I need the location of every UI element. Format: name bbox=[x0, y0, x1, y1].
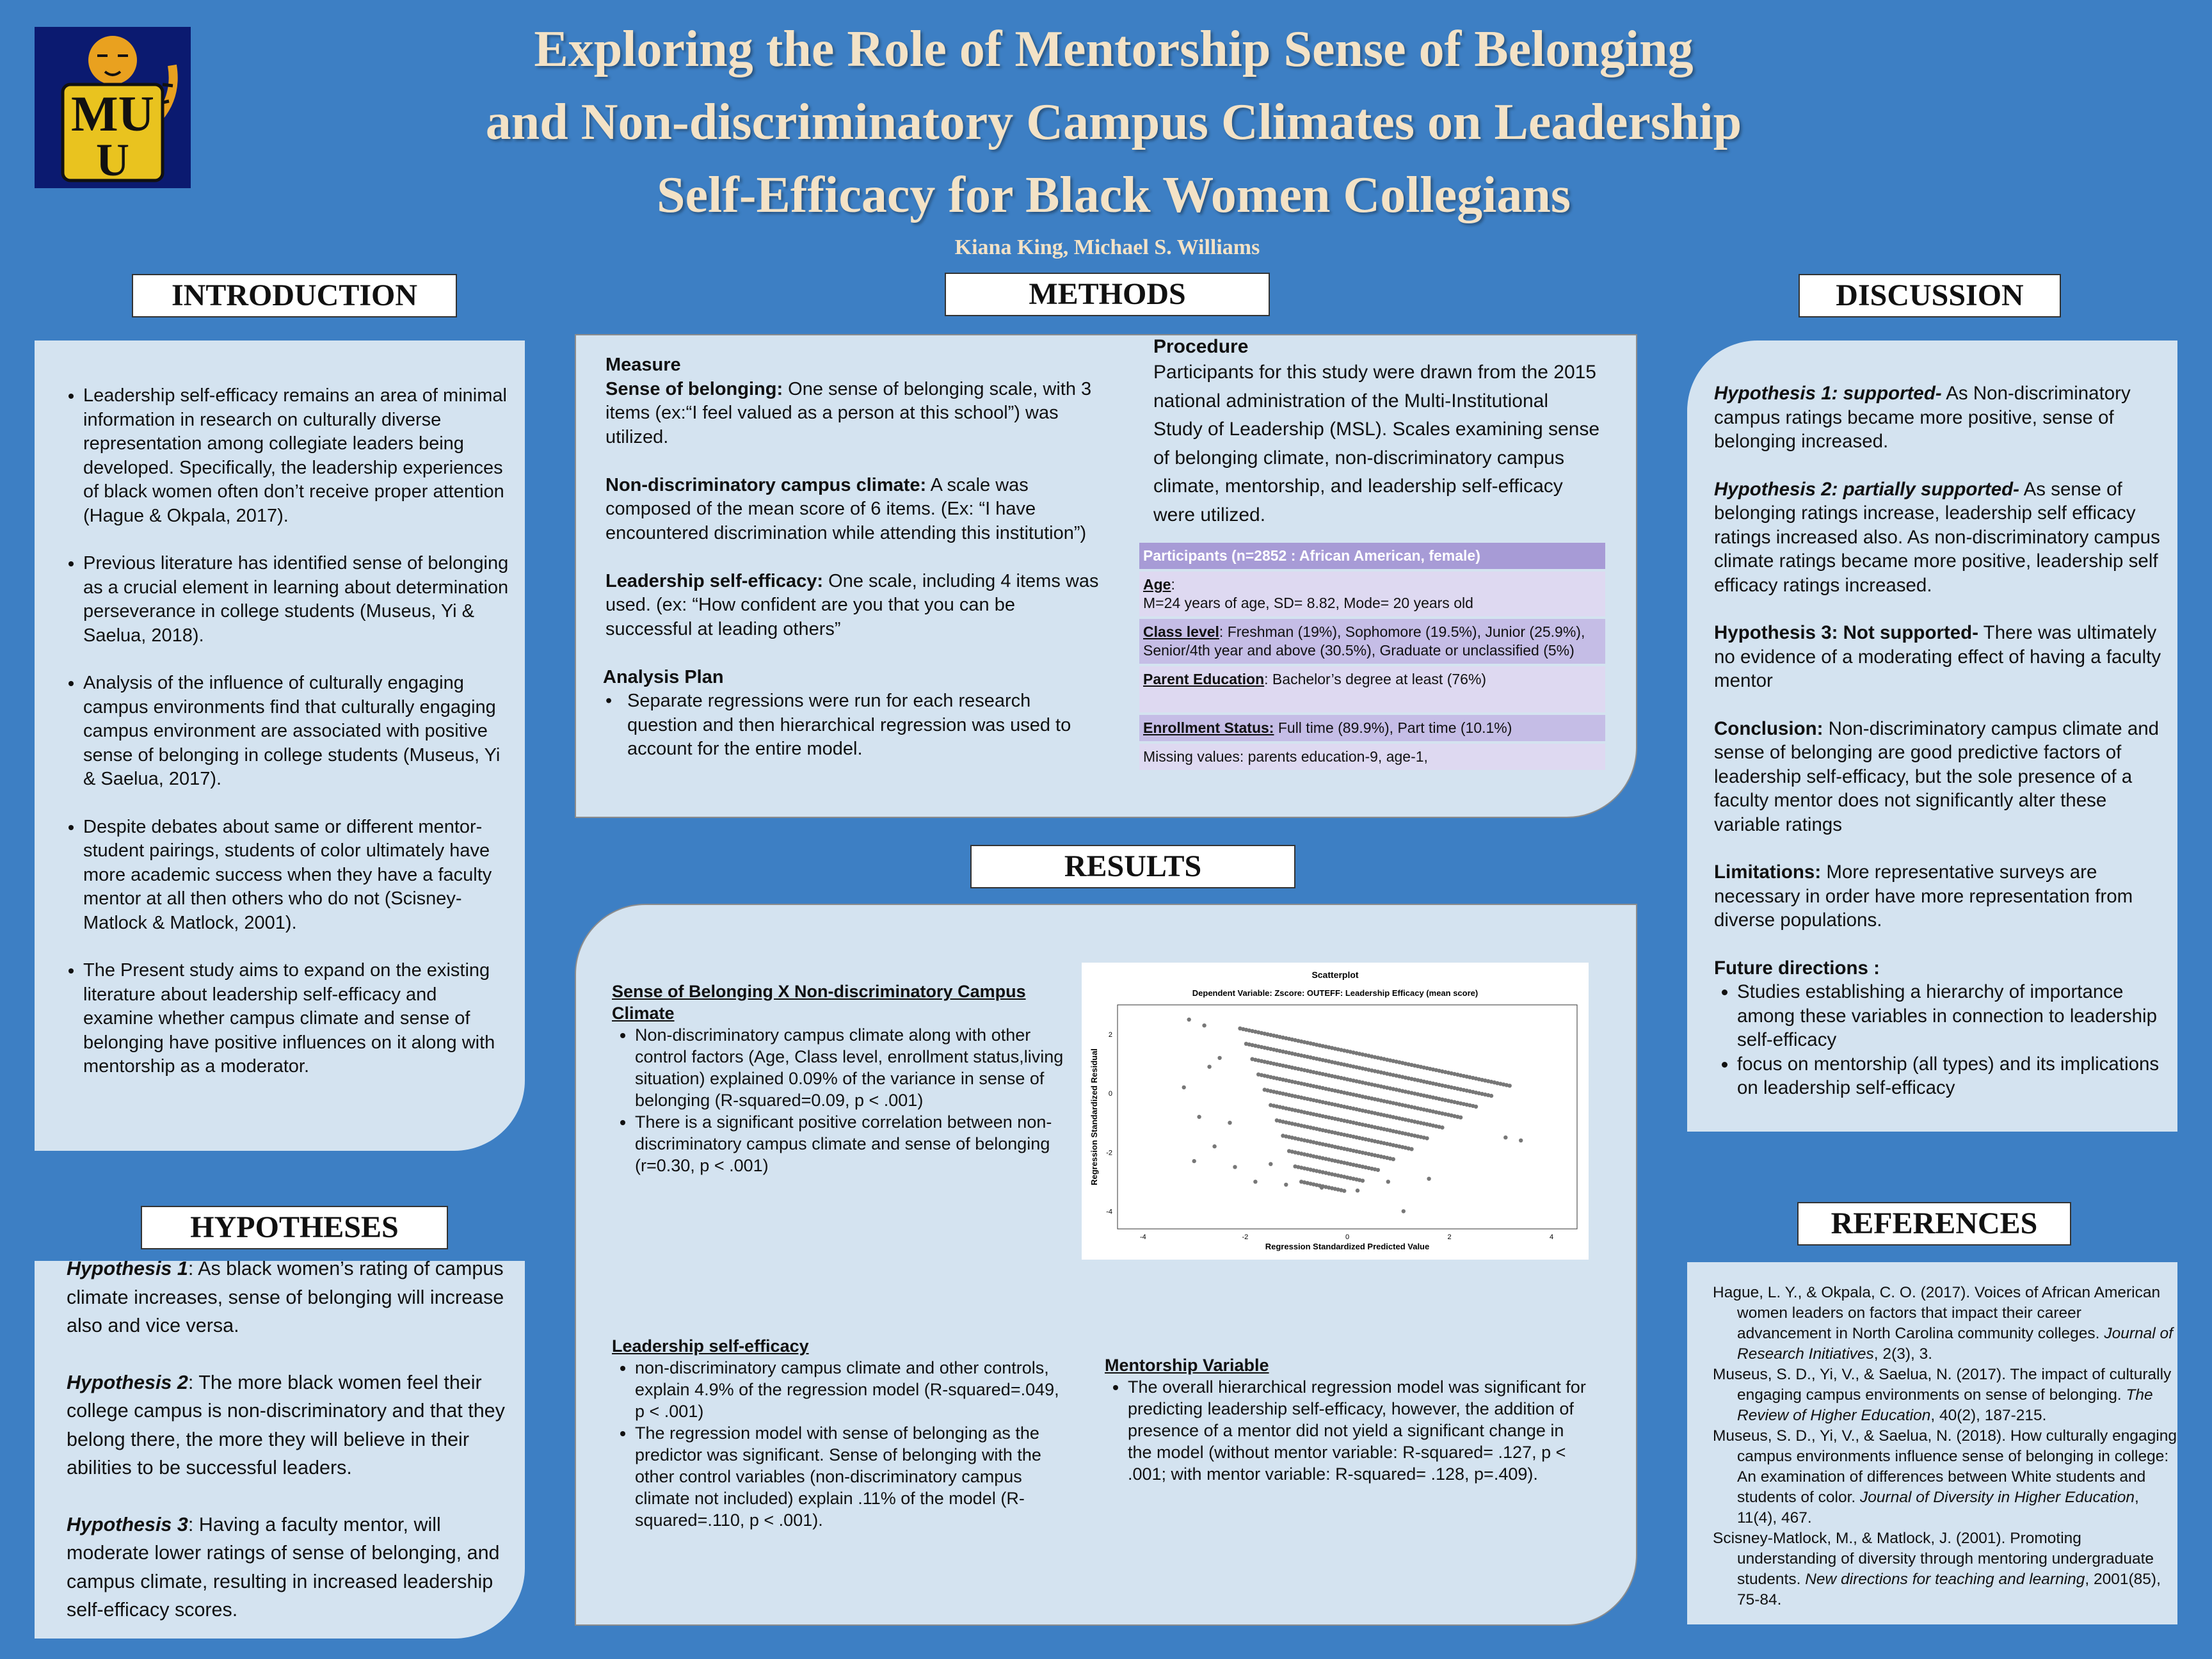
analysis-bullet: • Separate regressions were run for each research question and then hierarchical regression was used to account for the entire model. bbox=[605, 691, 1071, 759]
chart-title: Scatterplot bbox=[1311, 970, 1359, 980]
scatter-point bbox=[1425, 1136, 1429, 1140]
climate-measure: Non-discriminatory campus climate: A scale was composed of the mean score of 6 items. (Ex: “I have encountered discrimination while attending this institution”) bbox=[605, 474, 1087, 543]
participants-table bbox=[1139, 540, 1605, 773]
results-lse bbox=[612, 1335, 1066, 1531]
hypotheses-text bbox=[67, 1254, 515, 1624]
discussion-header: DISCUSSION bbox=[1799, 274, 2061, 317]
scatter-point bbox=[1187, 1018, 1191, 1022]
reference-item: Hague, L. Y., & Okpala, C. O. (2017). Voices of African American women leaders on factors that impact their career advancement in North Carolina community colleges. Journal of Research Initiatives, 2(3), 3. bbox=[1713, 1284, 2173, 1363]
discussion-future: Future directions : bbox=[1714, 957, 1880, 979]
scatter-point bbox=[1182, 1086, 1186, 1089]
svg-text:MU: MU bbox=[71, 86, 154, 141]
intro-bullet: • Leadership self-efficacy remains an area of minimal information in research on culturally diverse representation among collegiate leaders being developed. Specifically, the leadership experiences of black women often don’t receive proper attention (Hague & Okpala, 2017). bbox=[83, 384, 512, 528]
y-tick-label: -2 bbox=[1106, 1149, 1112, 1157]
scatter-point bbox=[1320, 1185, 1324, 1189]
introduction-text bbox=[38, 384, 512, 1079]
scatter-point bbox=[1474, 1105, 1478, 1109]
references-header: REFERENCES bbox=[1797, 1202, 2071, 1246]
mentor-list bbox=[1105, 1376, 1591, 1485]
reference-item: Scisney-Matlock, M., & Matlock, J. (2001). Promoting understanding of diversity through mentoring undergraduate students. New directions for teaching and learning, 2001(85), 75-84. bbox=[1713, 1530, 2161, 1608]
mentor-bullet: • The overall hierarchical regression model was significant for predicting leadership self-efficacy, however, the addition of presence of a mentor did not yield a significant change in the model (without mentor variable: R-squared= .127, p < .001; with mentor variable: R-squared= .128, p=.409). bbox=[1128, 1376, 1591, 1485]
future-bullet: • focus on mentorship (all types) and its implications on leadership self-efficacy bbox=[1737, 1052, 2171, 1100]
title-line-1: Exploring the Role of Mentorship Sense of Belonging bbox=[534, 21, 1694, 77]
x-tick-label: 4 bbox=[1550, 1233, 1554, 1241]
lse-list bbox=[612, 1357, 1066, 1531]
scatter-point bbox=[1402, 1209, 1406, 1213]
x-tick-label: 2 bbox=[1447, 1233, 1452, 1241]
university-logo bbox=[35, 27, 191, 188]
references-list bbox=[1713, 1283, 2177, 1610]
scatter-point bbox=[1440, 1125, 1444, 1129]
title-line-2: and Non-discriminatory Campus Climates on Leadership bbox=[485, 94, 1742, 150]
poster-title bbox=[358, 13, 1869, 232]
svg-text:U: U bbox=[96, 134, 129, 186]
lse-heading: Leadership self-efficacy bbox=[612, 1336, 809, 1356]
results-sob bbox=[612, 981, 1066, 1176]
scatter-point bbox=[1356, 1189, 1359, 1192]
discussion-limitations: Limitations: More representative surveys are necessary in order have more representation from diverse populations. bbox=[1714, 862, 2133, 931]
procedure-text: Participants for this study were drawn from the 2015 national administration of the Multi-Institutional Study of Leadership (MSL). Scales examining sense of belonging climate, non-discriminatory campus climate, mentorship, and leadership self-efficacy were utilized. bbox=[1153, 362, 1600, 525]
scatter-point bbox=[1342, 1189, 1346, 1192]
participants-class-level: Class level: Freshman (19%), Sophomore (19.5%), Junior (25.9%), Senior/4th year and above (30.5%), Graduate or unclassified (5%) bbox=[1139, 619, 1605, 664]
reference-item: Museus, S. D., Yi, V., & Saelua, N. (2017). The impact of culturally engaging campus environments on sense of belonging. The Review of Higher Education, 40(2), 187-215. bbox=[1713, 1366, 2172, 1424]
authors: Kiana King, Michael S. Williams bbox=[954, 236, 1260, 259]
discussion-h1: Hypothesis 1: supported- As Non-discriminatory campus ratings became more positive, sense of belonging increased. bbox=[1714, 383, 2131, 452]
hypotheses-header: HYPOTHESES bbox=[141, 1206, 448, 1249]
sob-bullet: • Non-discriminatory campus climate along with other control factors (Age, Class level, enrollment status,living situation) explained 0.09% of the variance in sense of belonging (R-squared=0.09, p < .001) bbox=[635, 1024, 1066, 1111]
scatter-point bbox=[1202, 1023, 1206, 1027]
participants-missing: Missing values: parents education-9, age-1, bbox=[1139, 744, 1605, 770]
lse-bullet: • non-discriminatory campus climate and other controls, explain 4.9% of the regression model (R-squared=.049, p < .001) bbox=[635, 1357, 1066, 1422]
introduction-list bbox=[38, 384, 512, 1079]
sob-bullet: • There is a significant positive correlation between non-discriminatory campus climate and sense of belonging (r=0.30, p < .001) bbox=[635, 1111, 1066, 1176]
future-list bbox=[1714, 980, 2171, 1100]
analysis-list bbox=[605, 689, 1105, 762]
future-bullet: • Studies establishing a hierarchy of importance among these variables in connection to leadership self-efficacy bbox=[1737, 980, 2171, 1052]
intro-bullet: • Previous literature has identified sense of belonging as a crucial element in learning about determination perseverance in college students (Museus, Yi & Saelua, 2018). bbox=[83, 552, 512, 648]
reference-item: Museus, S. D., Yi, V., & Saelua, N. (2018). How culturally engaging campus environments influence sense of belonging in college: An examination of differences between White students and students of color. Journal of Diversity in Higher Education, 11(4), 467. bbox=[1713, 1427, 2177, 1527]
hypothesis-2: Hypothesis 2: The more black women feel their college campus is non-discriminatory and that they belong there, the more they will believe in their abilities to be successful leaders. bbox=[67, 1371, 505, 1479]
hypothesis-3: Hypothesis 3: Having a faculty mentor, will moderate lower ratings of sense of belonging, and campus climate, resulting in increased leadership self-efficacy scores. bbox=[67, 1513, 500, 1621]
discussion-h2: Hypothesis 2: partially supported- As sense of belonging ratings increase, leadership self efficacy ratings increased also. As non-discriminatory campus climate ratings became more positive, leadership self efficacy ratings increased. bbox=[1714, 478, 2160, 596]
scatter-point bbox=[1284, 1183, 1288, 1187]
scatter-point bbox=[1253, 1180, 1257, 1183]
x-tick-label: -2 bbox=[1242, 1233, 1249, 1241]
participants-parent-education: Parent Education: Bachelor’s degree at least (76%) bbox=[1139, 666, 1605, 712]
intro-bullet: • Analysis of the influence of culturally engaging campus environments find that culturally engaging campus environment are associated with positive sense of belonging in college students (Museus, Yi & Saelua, 2017). bbox=[83, 671, 512, 792]
intro-bullet: • Despite debates about same or different mentor-student pairings, students of color ultimately have more academic success when they have a faculty mentor at all then others who do not (Scisney-Matlock & Matlock, 2001). bbox=[83, 815, 512, 936]
scatter-point bbox=[1361, 1179, 1365, 1183]
scatter-point bbox=[1409, 1147, 1413, 1151]
scatter-point bbox=[1212, 1144, 1216, 1148]
title-line-3: Self-Efficacy for Black Women Collegians bbox=[656, 167, 1571, 223]
intro-bullet: • The Present study aims to expand on the existing literature about leadership self-efficacy and examine whether campus climate and sense of belonging have positive influences on it along with mentorship as a moderator. bbox=[83, 959, 512, 1079]
methods-procedure bbox=[1153, 335, 1601, 529]
scatter-point bbox=[1519, 1139, 1523, 1142]
measure-heading: Measure bbox=[605, 355, 681, 375]
scatter-point bbox=[1228, 1121, 1231, 1125]
mentor-heading: Mentorship Variable bbox=[1105, 1356, 1269, 1375]
x-tick-label: -4 bbox=[1140, 1233, 1146, 1241]
y-axis-label: Regression Standardized Residual bbox=[1089, 1048, 1099, 1185]
y-tick-label: 0 bbox=[1108, 1090, 1112, 1098]
scatter-point bbox=[1217, 1056, 1221, 1060]
scatter-point bbox=[1192, 1159, 1196, 1163]
scatter-point bbox=[1233, 1165, 1237, 1169]
chart-subtitle: Dependent Variable: Zscore: OUTEFF: Leadership Efficacy (mean score) bbox=[1192, 988, 1479, 998]
scatter-point bbox=[1508, 1084, 1512, 1087]
belonging-measure: Sense of belonging: One sense of belonging scale, with 3 items (ex:“I feel valued as a person at this school”) was utilized. bbox=[605, 378, 1092, 447]
scatter-point bbox=[1489, 1094, 1493, 1098]
results-mentor bbox=[1105, 1354, 1591, 1485]
participants-header: Participants (n=2852 : African American, female) bbox=[1139, 543, 1605, 569]
scatterplot-chart bbox=[1082, 963, 1589, 1260]
procedure-heading: Procedure bbox=[1153, 336, 1249, 357]
plot-area bbox=[1118, 1005, 1577, 1229]
sob-heading: Sense of Belonging X Non-discriminatory Campus Climate bbox=[612, 982, 1026, 1023]
discussion-conclusion: Conclusion: Non-discriminatory campus climate and sense of belonging are good predictive factors of leadership self-efficacy, but the sole presence of a faculty mentor does not significantly alter these variable ratings bbox=[1714, 717, 2160, 835]
analysis-heading: Analysis Plan bbox=[603, 666, 724, 687]
sob-list bbox=[612, 1024, 1066, 1176]
hypothesis-1: Hypothesis 1: As black women’s rating of campus climate increases, sense of belonging will increase also and vice versa. bbox=[67, 1258, 504, 1336]
lse-measure: Leadership self-efficacy: One scale, including 4 items was used. (ex: “How confident are you that you can be successful at leading others” bbox=[605, 570, 1099, 639]
discussion-h3: Hypothesis 3: Not supported- There was ultimately no evidence of a moderating effect of having a faculty mentor bbox=[1714, 622, 2161, 691]
x-axis-label: Regression Standardized Predicted Value bbox=[1265, 1242, 1430, 1251]
x-tick-label: 0 bbox=[1345, 1233, 1350, 1241]
scatter-point bbox=[1197, 1115, 1201, 1119]
scatter-point bbox=[1503, 1135, 1507, 1139]
scatter-point bbox=[1391, 1157, 1395, 1161]
scatter-point bbox=[1459, 1116, 1463, 1119]
lse-bullet: • The regression model with sense of belonging as the predictor was significant. Sense of belonging with the other control variables (non-discriminatory campus climate not included) explain .11% of the model (R-squared=.110, p < .001). bbox=[635, 1422, 1066, 1531]
scatter-point bbox=[1376, 1168, 1380, 1172]
scatter-point bbox=[1386, 1180, 1390, 1183]
scatter-point bbox=[1427, 1177, 1431, 1181]
results-header: RESULTS bbox=[970, 845, 1295, 888]
participants-age: Age: M=24 years of age, SD= 8.82, Mode= 20 years old bbox=[1139, 572, 1605, 616]
scatter-point bbox=[1269, 1162, 1272, 1166]
y-tick-label: -4 bbox=[1106, 1208, 1112, 1216]
methods-header: METHODS bbox=[945, 273, 1270, 316]
discussion-text bbox=[1714, 381, 2171, 1100]
scatterplot-svg bbox=[1082, 963, 1589, 1260]
introduction-header: INTRODUCTION bbox=[132, 274, 457, 317]
scatter-point bbox=[1207, 1065, 1211, 1069]
y-tick-label: 2 bbox=[1108, 1031, 1112, 1039]
methods-measure bbox=[605, 353, 1105, 762]
tiger-logo-icon bbox=[35, 27, 191, 188]
participants-enrollment: Enrollment Status: Full time (89.9%), Part time (10.1%) bbox=[1139, 715, 1605, 741]
